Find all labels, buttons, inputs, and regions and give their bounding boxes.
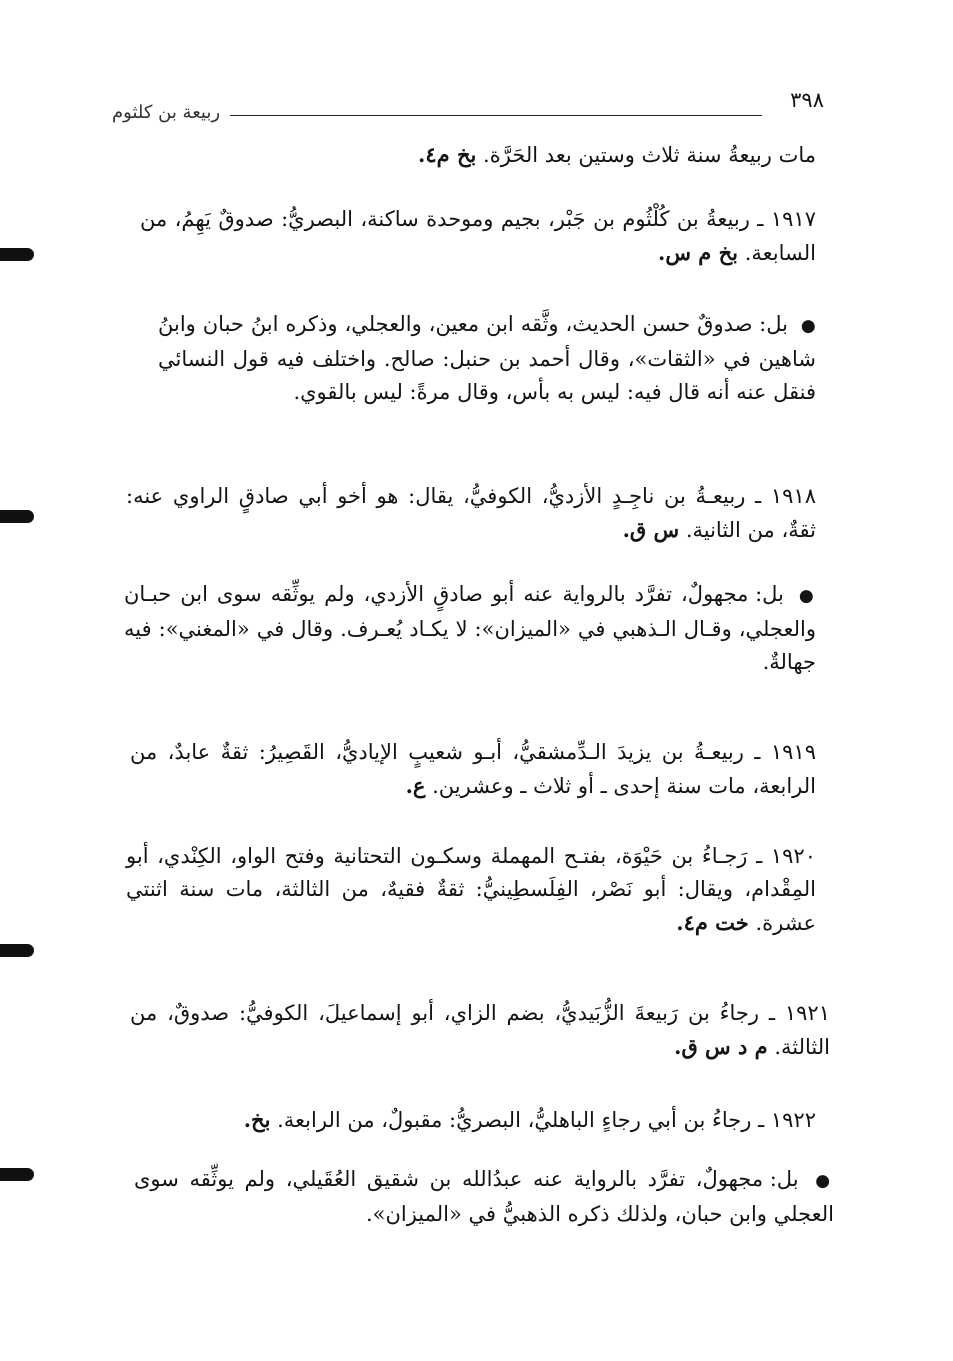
margin-scan-mark (0, 1168, 34, 1181)
comment-text: بل: مجهولٌ، تفرَّد بالرواية عنه عبدُالله بن شقيق العُقَيلي، ولم يوثِّقه سوى العجلي وابن حبان، ولذلك ذكره الذهبيُّ في «الميزان». (134, 1167, 834, 1226)
entry-1921 (130, 997, 830, 1064)
entry-1919 (130, 736, 816, 803)
source-symbols: بخ م٤. (418, 142, 477, 167)
bullet-icon: ● (815, 1171, 834, 1191)
entry-1922 (136, 1103, 816, 1137)
source-symbols: م د س ق. (674, 1034, 768, 1059)
source-symbols: بخ م س. (658, 240, 739, 265)
comment-paragraph (124, 578, 816, 679)
comment-text: بل: مجهولٌ، تفرَّد بالرواية عنه أبو صادقٍ الأزدي، ولم يوثِّقه سوى ابن حبـان والعجلي، وقـال الـذهبي في «الميزان»: لا يكـاد يُعـرف. وقال في «المغني»: فيه جهالةٌ. (124, 582, 816, 674)
page-header (112, 88, 824, 132)
entry-text: ١٩٢٢ ـ رجاءُ بن أبي رجاءٍ الباهليُّ، البصريُّ: مقبولٌ، من الرابعة. (277, 1108, 816, 1132)
source-symbols: خت م٤. (676, 910, 749, 935)
entry-1918 (126, 480, 816, 547)
entry-text: ١٩١٩ ـ ربيعـةُ بن يزيدَ الـدِّمشقيُّ، أبـو شعيبٍ الإياديُّ، القَصِيرُ: ثقةٌ عابدٌ، من الرابعة، مات سنة إحدى ـ أو ثلاث ـ وعشرين. (130, 740, 816, 798)
entry-text: ١٩٢١ ـ رجاءُ بن رَبيعةَ الزُّبَيديُّ، بضم الزاي، أبو إسماعيلَ، الكوفيُّ: صدوقٌ، من الثالثة. (130, 1001, 830, 1059)
comment-text: بل: صدوقٌ حسن الحديث، وثَّقه ابن معين، والعجلي، وذكره ابنُ حبان وابنُ شاهين في «الثقات»، وقال أحمد بن حنبل: صالح. واختلف فيه قول النسائي فنقل عنه أنه قال فيه: ليس به بأس، وقال مرةً: ليس بالقوي. (158, 312, 816, 404)
entry-text: ١٩٢٠ ـ رَجـاءُ بن حَيْوَة، بفتـح المهملة وسكـون التحتانية وفتح الواو، الكِنْدي، أبو المِقْدام، ويقال: أبو نَصْر، الفِلَسطِينيُّ: ثقةٌ فقيهٌ، من الثالثة، مات سنة اثنتي عشرة. (126, 844, 816, 935)
margin-scan-mark (0, 248, 34, 261)
bullet-icon: ● (800, 316, 816, 336)
bullet-icon: ● (798, 586, 816, 606)
paragraph (130, 138, 816, 172)
entry-text: ١٩١٨ ـ ربيعـةُ بن ناجِـدٍ الأزديُّ، الكوفيُّ، يقال: هو أخو أبي صادقٍ الراوي عنه: ثقةٌ، من الثانية. (126, 484, 816, 542)
header-rule (230, 115, 762, 116)
margin-scan-mark (0, 944, 34, 957)
entry-1917 (140, 203, 816, 270)
entry-1920 (126, 840, 816, 940)
page-number: ٣٩٨ (790, 88, 824, 112)
source-symbols: ع. (405, 773, 426, 798)
source-symbols: س ق. (622, 517, 680, 542)
comment-paragraph (158, 308, 816, 409)
margin-scan-mark (0, 510, 34, 523)
comment-paragraph (134, 1163, 834, 1231)
entry-text: ١٩١٧ ـ ربيعةُ بن كُلْثُوم بن جَبْر، بجيم وموحدة ساكنة، البصريُّ: صدوقٌ يَهِمُ، من السابعة. (140, 207, 816, 265)
paragraph-text: مات ربيعةُ سنة ثلاث وستين بعد الحَرَّة. (483, 143, 816, 167)
source-symbols: بخ. (243, 1107, 271, 1132)
running-title: ربيعة بن كلثوم (112, 102, 221, 123)
